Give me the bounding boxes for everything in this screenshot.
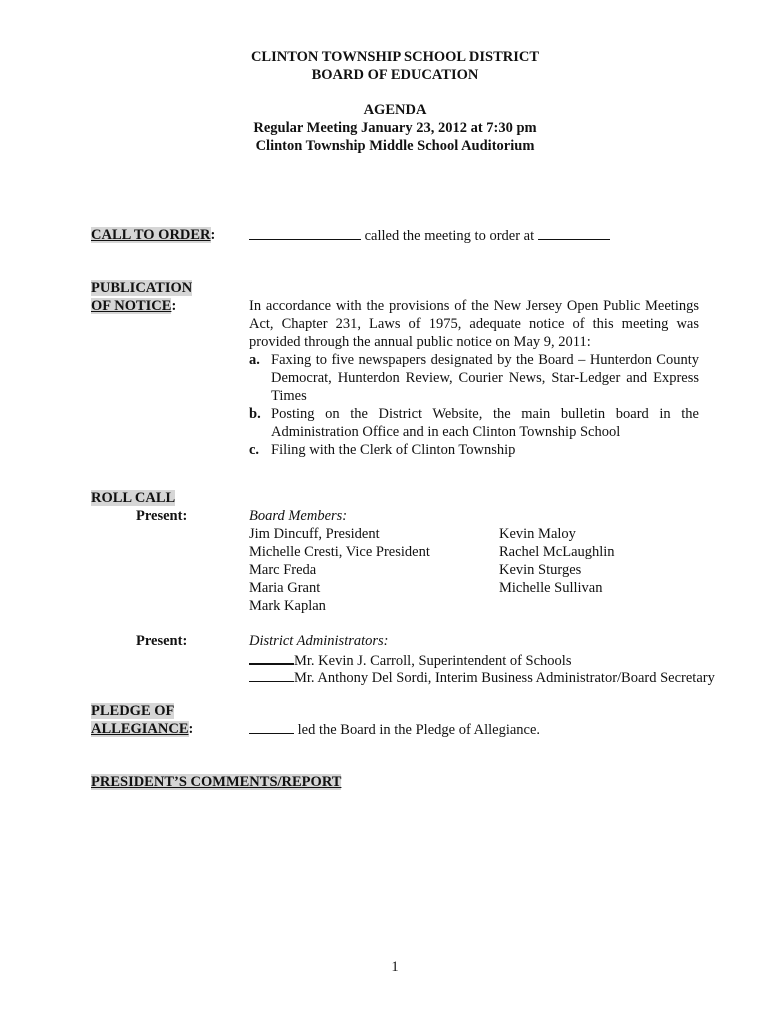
president-heading: PRESIDENT’S COMMENTS/REPORT	[91, 774, 342, 790]
board-member: Maria Grant	[249, 580, 321, 596]
time-blank	[538, 226, 610, 240]
present-label-2: Present:	[136, 633, 188, 649]
call-to-order-line	[249, 226, 610, 245]
roll-call-label	[91, 489, 175, 507]
present-label: Present:	[136, 508, 188, 524]
item-marker: a.	[249, 352, 260, 368]
meeting-date: Regular Meeting January 23, 2012 at 7:30 pm	[253, 120, 537, 136]
item-text: Filing with the Clerk of Clinton Township	[271, 442, 516, 458]
publication-body	[249, 297, 699, 459]
call-to-order-text: called the meeting to order at	[361, 228, 538, 244]
pledge-colon: :	[188, 721, 194, 737]
publication-heading-line2: OF NOTICE	[91, 298, 172, 314]
item-text: Posting on the District Website, the main bulletin board in the Administration Office and in each Clinton Township School	[271, 406, 699, 440]
roll-call-heading: ROLL CALL	[91, 490, 176, 506]
publication-label	[91, 279, 192, 315]
board-member: Michelle Sullivan	[499, 580, 603, 596]
board-member: Rachel McLaughlin	[499, 544, 615, 560]
publication-colon: :	[171, 298, 177, 314]
publication-item	[249, 351, 699, 405]
president-label	[91, 773, 341, 791]
administrator-row	[249, 650, 571, 670]
publication-item	[249, 441, 699, 459]
call-to-order-colon: :	[210, 227, 216, 243]
leader-blank	[249, 720, 294, 734]
page-number: 1	[391, 959, 399, 975]
item-marker: c.	[249, 442, 260, 458]
administrator-name: Mr. Anthony Del Sordi, Interim Business Administrator/Board Secretary	[294, 670, 715, 686]
call-to-order-label	[91, 226, 215, 244]
board-name: BOARD OF EDUCATION	[311, 67, 479, 83]
pledge-label	[91, 702, 193, 738]
pledge-text: led the Board in the Pledge of Allegiance.	[294, 722, 541, 738]
attendance-blank	[249, 668, 294, 682]
administrator-row	[249, 668, 715, 687]
presider-blank	[249, 226, 361, 240]
board-member: Kevin Sturges	[499, 562, 582, 578]
item-marker: b.	[249, 406, 261, 422]
attendance-blank	[249, 650, 294, 665]
board-member: Marc Freda	[249, 562, 317, 578]
meeting-location: Clinton Township Middle School Auditorium	[255, 138, 535, 154]
agenda-title: AGENDA	[363, 102, 427, 118]
pledge-heading-line2: ALLEGIANCE	[91, 721, 189, 737]
pledge-heading-line1: PLEDGE OF	[91, 703, 175, 719]
board-members-right	[499, 525, 615, 597]
board-member: Michelle Cresti, Vice President	[249, 544, 430, 560]
pledge-line	[249, 720, 540, 739]
call-to-order-heading: CALL TO ORDER	[91, 227, 211, 243]
board-members-left	[249, 525, 430, 615]
administrator-name: Mr. Kevin J. Carroll, Superintendent of Schools	[294, 653, 572, 669]
item-text: Faxing to five newspapers designated by the Board – Hunterdon County Democrat, Hunterdon Review, Courier News, Star-Ledger and Express Times	[271, 352, 699, 404]
board-member: Mark Kaplan	[249, 598, 326, 614]
board-members-heading: Board Members:	[249, 508, 348, 524]
district-name: CLINTON TOWNSHIP SCHOOL DISTRICT	[250, 49, 540, 65]
publication-intro: In accordance with the provisions of the New Jersey Open Public Meetings Act, Chapter 231, Laws of 1975, adequate notice of this meeting was provided through the annual public notice on May 9, 2011:	[249, 298, 699, 350]
publication-item	[249, 405, 699, 441]
publication-heading-line1: PUBLICATION	[91, 280, 193, 296]
board-member: Kevin Maloy	[499, 526, 576, 542]
administrators-heading: District Administrators:	[249, 633, 389, 649]
board-member: Jim Dincuff, President	[249, 526, 380, 542]
